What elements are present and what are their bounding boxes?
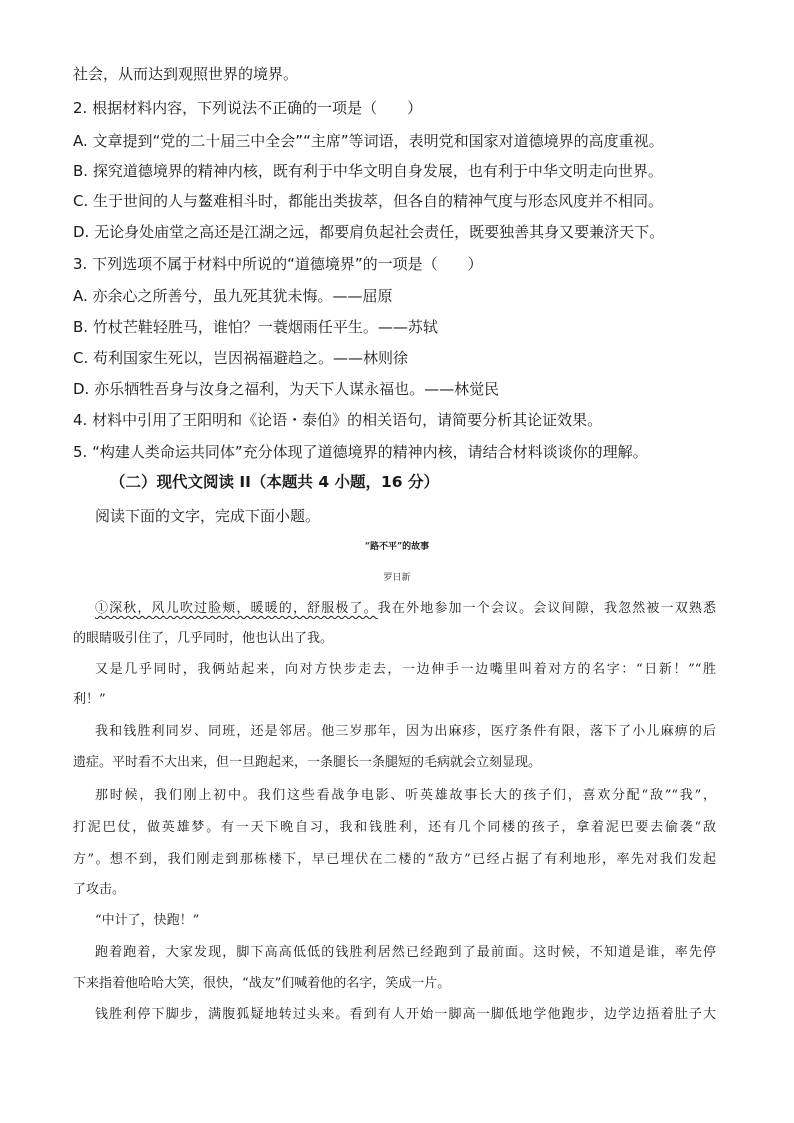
story-paragraph-3-line-2: 遗症。平时看不大出来，但一旦跑起来，一条腿长一条腿短的毛病就会立刻显现。 [73,755,542,770]
story-paragraph-2-line-2: 利！” [73,692,106,707]
story-title: “路不平”的故事 [364,542,430,552]
story-paragraph-6-line-1: 跑着跑着，大家发现，脚下高高低低的钱胜利居然已经跑到了最前面。这时候，不知道是谁，率先停 [95,945,716,960]
question-2-stem: 2. 根据材料内容，下列说法不正确的一项是（ ） [73,99,423,117]
story-paragraph-4-line-4: 了攻击。 [73,882,126,897]
question-3-option-d: D. 亦乐牺牲吾身与汝身之福利，为天下人谋永福也。——林觉民 [73,380,500,398]
question-2-option-b: B. 探究道德境界的精神内核，既有利于中华文明自身发展，也有利于中华文明走向世界。 [73,162,663,180]
story-paragraph-4-line-2: 打泥巴仗，做英雄梦。有一天下晚自习，我和钱胜利，还有几个同楼的孩子，拿着泥巴要去偷袭“敌 [73,820,716,835]
story-paragraph-2-line-1: 又是几乎同时，我俩站起来，向对方快步走去，一边伸手一边嘴里叫着对方的名字：“日新！”“胜 [95,662,716,677]
story-paragraph-3-line-1: 我和钱胜利同岁、同班，还是邻居。他三岁那年，因为出麻疹，医疗条件有限，落下了小儿麻痹的后 [95,724,716,739]
story-paragraph-4-line-1: 那时候，我们刚上初中。我们这些看战争电影、听英雄故事长大的孩子们，喜欢分配“敌”“我”， [95,788,716,803]
question-4: 4. 材料中引用了王阳明和《论语・泰伯》的相关语句，请简要分析其论证效果。 [73,411,603,429]
question-2-option-c: C. 生于世间的人与鳌难相斗时，都能出类拔萃，但各自的精神气度与形态风度并不相同。 [73,192,664,210]
story-paragraph-5: “中计了，快跑！” [95,913,200,928]
question-2-option-d: D. 无论身处庙堂之高还是江湖之远，都要肩负起社会责任，既要独善其身又要兼济天下。 [73,223,665,241]
question-3-option-a: A. 亦余心之所善兮，虽九死其犹未悔。——屈原 [73,287,393,305]
story-paragraph-4-line-3: 方”。想不到，我们刚走到那栋楼下，早已埋伏在二楼的“敌方”已经占据了有利地形，率先对我们发起 [73,852,716,867]
question-3-option-b: B. 竹杖芒鞋轻胜马，谁怕？一蓑烟雨任平生。——苏轼 [73,318,438,336]
story-author: 罗日新 [383,573,411,583]
story-paragraph-1-line-1: ①深秋，风儿吹过脸颊，暖暖的，舒服极了。我在外地参加一个会议。会议间隙，我忽然被一双熟悉 [95,601,716,616]
story-paragraph-7-line-1: 钱胜利停下脚步，满腹狐疑地转过头来。看到有人开始一脚高一脚低地学他跑步，边学边捂着肚子大 [95,1007,716,1022]
story-paragraph-1-line-2: 的眼睛吸引住了，几乎同时，他也认出了我。 [73,631,334,646]
section-instruction: 阅读下面的文字，完成下面小题。 [95,507,321,525]
material-continuation: 社会，从而达到观照世界的境界。 [73,65,299,83]
section-heading: （二）现代文阅读 II（本题共 4 小题，16 分） [110,473,439,491]
question-3-option-c: C. 苟利国家生死以，岂因祸福避趋之。——林则徐 [73,349,409,367]
question-3-stem: 3. 下列选项不属于材料中所说的“道德境界”的一项是（ ） [73,255,483,273]
underlined-phrase: ①深秋，风儿吹过脸颊，暖暖的，舒服极了。 [95,601,378,616]
question-5: 5. “构建人类命运共同体”充分体现了道德境界的精神内核，请结合材料谈谈你的理解。 [73,443,648,461]
question-2-option-a: A. 文章提到“党的二十届三中全会”“主席”等词语，表明党和国家对道德境界的高度重视。 [73,132,664,150]
story-paragraph-6-line-2: 下来指着他哈哈大笑，很快，“战友”们喊着他的名字，笑成一片。 [73,976,451,991]
